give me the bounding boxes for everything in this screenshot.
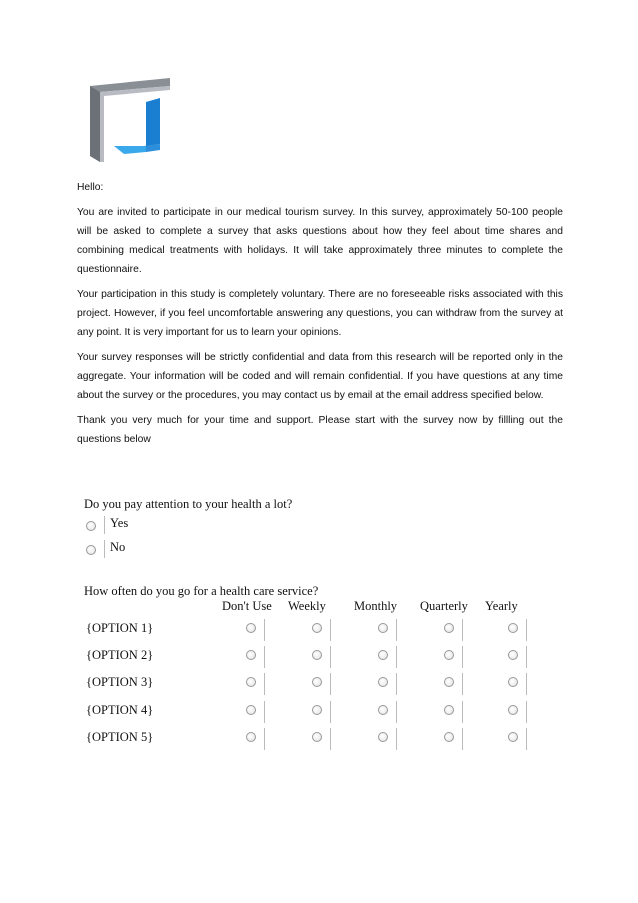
grid-row: [84, 646, 544, 670]
intro-paragraph: Your survey responses will be strictly confidential and data from this research will be reported only in the aggregate. Your information will be coded and will remain confidential. If you have questions at any time about the survey or the procedures, you may contact us by email at the email address specified below.: [77, 352, 563, 401]
question-title: Do you pay attention to your health a lot?: [84, 497, 293, 511]
divider: [526, 728, 527, 750]
weekly-radio[interactable]: [312, 650, 322, 660]
divider: [104, 516, 105, 534]
divider: [526, 646, 527, 668]
row-label: {OPTION 2}: [86, 648, 154, 662]
option-label: Yes: [110, 516, 129, 530]
question-title: How often do you go for a health care service?: [84, 584, 319, 598]
company-logo: [84, 74, 176, 166]
divider: [526, 619, 527, 641]
divider: [264, 646, 265, 668]
monthly-radio[interactable]: [378, 623, 388, 633]
intro-text: [77, 178, 563, 455]
intro-paragraph: Your participation in this study is completely voluntary. There are no foreseeable risks associated with this project. However, if you feel uncomfortable answering any questions, you can withdraw from the survey at any point. It is very important for us to learn your opinions.: [77, 289, 563, 338]
divider: [330, 646, 331, 668]
grid-row: [84, 701, 544, 725]
quarterly-radio[interactable]: [444, 623, 454, 633]
monthly-radio[interactable]: [378, 705, 388, 715]
quarterly-radio[interactable]: [444, 677, 454, 687]
divider: [396, 701, 397, 723]
divider: [330, 728, 331, 750]
greeting: Hello:: [77, 182, 104, 193]
row-label: {OPTION 5}: [86, 730, 154, 744]
quarterly-radio[interactable]: [444, 650, 454, 660]
quarterly-radio[interactable]: [444, 732, 454, 742]
divider: [264, 728, 265, 750]
weekly-radio[interactable]: [312, 623, 322, 633]
yes-radio[interactable]: [86, 521, 96, 531]
yearly-radio[interactable]: [508, 677, 518, 687]
divider: [264, 619, 265, 641]
intro-paragraph: Thank you very much for your time and support. Please start with the survey now by fillling out the questions below: [77, 415, 563, 445]
divider: [396, 728, 397, 750]
quarterly-radio[interactable]: [444, 705, 454, 715]
weekly-radio[interactable]: [312, 677, 322, 687]
row-label: {OPTION 1}: [86, 621, 154, 635]
divider: [462, 728, 463, 750]
column-header-weekly: Weekly: [288, 599, 326, 613]
row-label: {OPTION 4}: [86, 703, 154, 717]
divider: [264, 673, 265, 695]
divider: [330, 619, 331, 641]
option-no: [84, 536, 384, 560]
column-header-quarterly: Quarterly: [420, 599, 468, 613]
column-header-dont-use: Don't Use: [222, 599, 272, 613]
divider: [330, 701, 331, 723]
yearly-radio[interactable]: [508, 705, 518, 715]
divider: [264, 701, 265, 723]
dont-use-radio[interactable]: [246, 732, 256, 742]
dont-use-radio[interactable]: [246, 650, 256, 660]
divider: [462, 646, 463, 668]
divider: [526, 701, 527, 723]
monthly-radio[interactable]: [378, 732, 388, 742]
column-header-yearly: Yearly: [485, 599, 518, 613]
option-yes: [84, 512, 384, 536]
yearly-radio[interactable]: [508, 623, 518, 633]
grid-row: [84, 673, 544, 697]
monthly-radio[interactable]: [378, 650, 388, 660]
row-label: {OPTION 3}: [86, 675, 154, 689]
no-radio[interactable]: [86, 545, 96, 555]
divider: [396, 646, 397, 668]
dont-use-radio[interactable]: [246, 677, 256, 687]
intro-paragraph: You are invited to participate in our medical tourism survey. In this survey, approximately 50-100 people will be asked to complete a survey that asks questions about how they feel about time shares and combining medical treatments with holidays. It will take approximately three minutes to complete the questionnaire.: [77, 207, 563, 275]
question-health-care-frequency: [84, 583, 544, 744]
divider: [330, 673, 331, 695]
monthly-radio[interactable]: [378, 677, 388, 687]
dont-use-radio[interactable]: [246, 623, 256, 633]
grid-row: [84, 728, 544, 752]
divider: [462, 619, 463, 641]
divider: [526, 673, 527, 695]
divider: [462, 701, 463, 723]
weekly-radio[interactable]: [312, 705, 322, 715]
question-health-attention: [84, 496, 384, 560]
dont-use-radio[interactable]: [246, 705, 256, 715]
yearly-radio[interactable]: [508, 732, 518, 742]
column-header-monthly: Monthly: [354, 599, 398, 613]
weekly-radio[interactable]: [312, 732, 322, 742]
grid-row: [84, 619, 544, 643]
divider: [396, 619, 397, 641]
divider: [104, 540, 105, 558]
divider: [396, 673, 397, 695]
divider: [462, 673, 463, 695]
yearly-radio[interactable]: [508, 650, 518, 660]
option-label: No: [110, 540, 126, 554]
